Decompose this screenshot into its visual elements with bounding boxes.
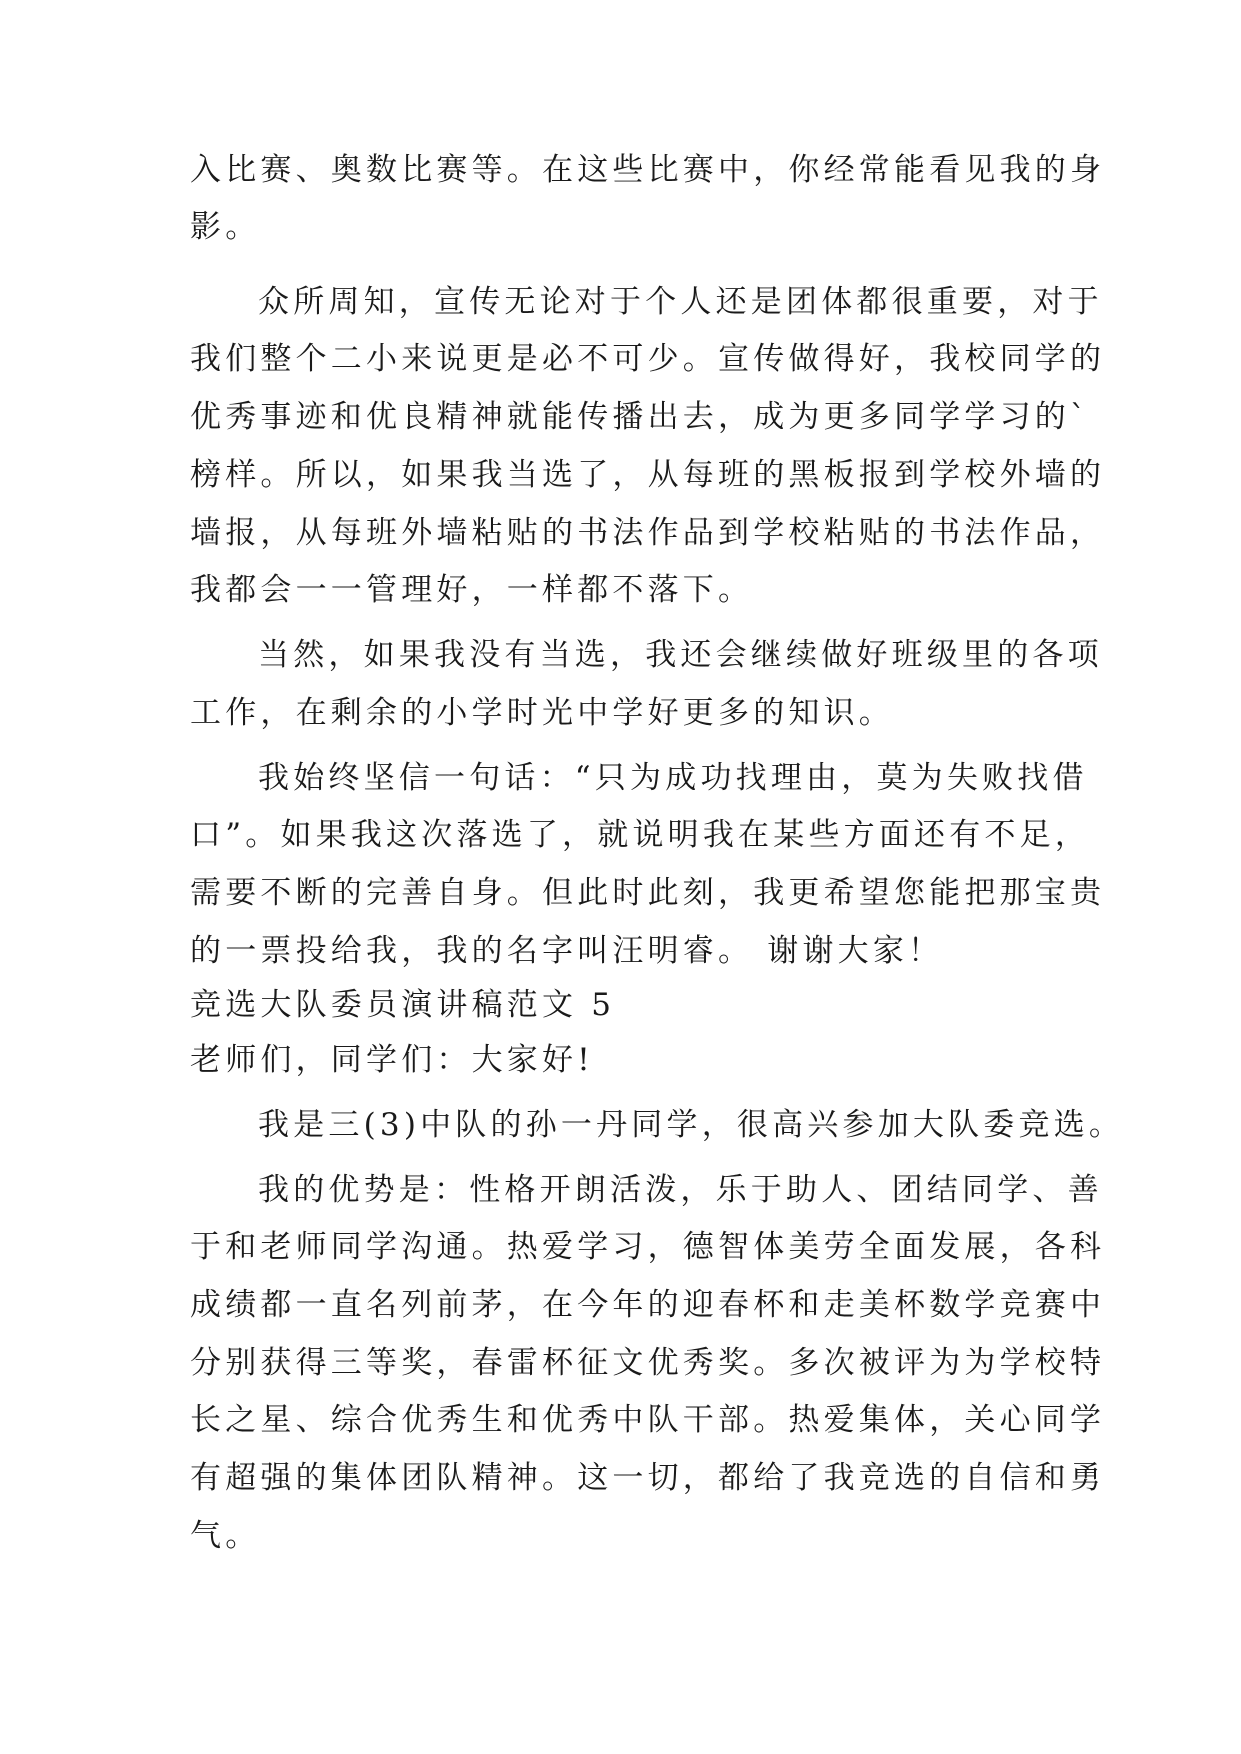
document-page: 入比赛、奥数比赛等。在这些比赛中，你经常能看见我的身 影。 众所周知，宣传无论对于个人还是团体都很重要，对于 我们整个二小来说更是必不可少。宣传做得好，我校同学的 优秀事迹和优良精神就能传播出去，成为更多同学学习的` 榜样。所以，如果我当选了，从每班的黑板报到学校外墙的 墙报，从每班外墙粘贴的书法作品到学校粘贴的书法作品， 我都会一一管理好，一样都不落下。 当然，如果我没有当选，我还会继续做好班级里的各项 工作，在剩余的小学时光中学好更多的知识。 我始终坚信一句话：“只为成功找理由，莫为失败找借 口”。如果我这次落选了，就说明我在某些方面还有不足， 需要不断的完善自身。但此时此刻，我更希望您能把那宝贵 的一票投给我，我的名字叫汪明睿。 谢谢大家！ 竞选大队委员演讲稿范文 5 老师们，同学们：大家好! 我是三(3)中队的孙一丹同学，很高兴参加大队委竞选。 我的优势是：性格开朗活泼，乐于助人、团结同学、善 于和老师同学沟通。热爱学习，德智体美劳全面发展，各科 成绩都一直名列前茅，在今年的迎春杯和走美杯数学竞赛中 分别获得三等奖，春雷杯征文优秀奖。多次被评为为学校特 长之星、综合优秀生和优秀中队干部。热爱集体，关心同学 有超强的集体团队精神。这一切，都给了我竞选的自信和勇 气。 xyxy=(190,152,1125,1554)
